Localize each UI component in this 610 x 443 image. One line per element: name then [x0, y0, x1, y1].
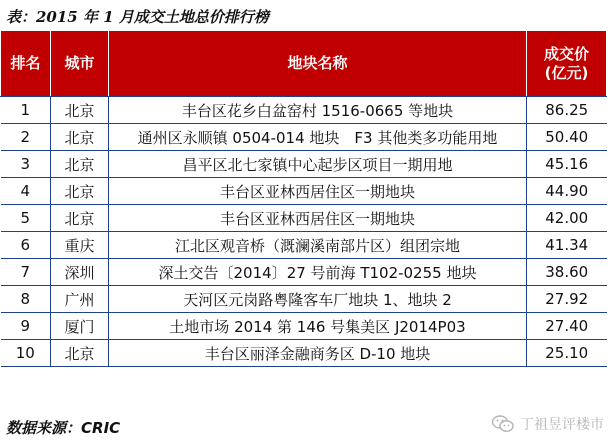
- table-header-row: [1, 31, 607, 97]
- rank-cell: 10: [1, 340, 51, 367]
- price-cell: 27.40: [527, 313, 607, 340]
- city-cell: 北京: [51, 205, 109, 232]
- table-row: [1, 259, 607, 286]
- city-cell: 北京: [51, 340, 109, 367]
- rank-cell: 2: [1, 124, 51, 151]
- parcel-name-cell: 丰台区花乡白盆窑村 1516-0665 等地块: [109, 97, 527, 124]
- price-cell: 86.25: [527, 97, 607, 124]
- rank-cell: 4: [1, 178, 51, 205]
- city-cell: 深圳: [51, 259, 109, 286]
- price-cell: 44.90: [527, 178, 607, 205]
- price-cell: 42.00: [527, 205, 607, 232]
- city-cell: 北京: [51, 178, 109, 205]
- city-cell: 厦门: [51, 313, 109, 340]
- rank-cell: 1: [1, 97, 51, 124]
- price-cell: 27.92: [527, 286, 607, 313]
- rank-cell: 9: [1, 313, 51, 340]
- table-row: [1, 340, 607, 367]
- price-cell: 41.34: [527, 232, 607, 259]
- rank-cell: 3: [1, 151, 51, 178]
- table-row: [1, 97, 607, 124]
- source-value: CRIC: [81, 419, 121, 437]
- land-price-ranking-table: [0, 30, 607, 367]
- parcel-name-cell: 天河区元岗路粤隆客车厂地块 1、地块 2: [109, 286, 527, 313]
- header-price-label: 成交价: [543, 44, 589, 63]
- table-row: [1, 286, 607, 313]
- parcel-name-cell: 丰台区丽泽金融商务区 D-10 地块: [109, 340, 527, 367]
- table-row: [1, 313, 607, 340]
- parcel-name-cell: 通州区永顺镇 0504-014 地块 F3 其他类多功能用地: [109, 124, 527, 151]
- city-cell: 北京: [51, 151, 109, 178]
- table-caption: 表：2015 年 1 月成交土地总价排行榜: [6, 8, 269, 26]
- table-row: [1, 232, 607, 259]
- header-price-unit: (亿元): [544, 63, 589, 82]
- watermark: [492, 413, 604, 435]
- parcel-name-cell: 深土交告〔2014〕27 号前海 T102-0255 地块: [109, 259, 527, 286]
- city-cell: 北京: [51, 97, 109, 124]
- watermark-text: 丁祖昱评楼市: [520, 417, 604, 433]
- header-price: [527, 31, 607, 97]
- parcel-name-cell: 丰台区亚林西居住区一期地块: [109, 205, 527, 232]
- table-row: [1, 205, 607, 232]
- source-label: 数据来源：: [6, 419, 82, 437]
- price-cell: 25.10: [527, 340, 607, 367]
- header-rank: 排名: [1, 31, 51, 97]
- price-cell: 50.40: [527, 124, 607, 151]
- parcel-name-cell: 昌平区北七家镇中心起步区项目一期用地: [109, 151, 527, 178]
- city-cell: 重庆: [51, 232, 109, 259]
- table-row: [1, 124, 607, 151]
- data-source-note: [6, 416, 120, 440]
- parcel-name-cell: 土地市场 2014 第 146 号集美区 J2014P03: [109, 313, 527, 340]
- price-cell: 38.60: [527, 259, 607, 286]
- parcel-name-cell: 江北区观音桥（溉澜溪南部片区）组团宗地: [109, 232, 527, 259]
- rank-cell: 5: [1, 205, 51, 232]
- header-city: 城市: [51, 31, 109, 97]
- price-cell: 45.16: [527, 151, 607, 178]
- rank-cell: 7: [1, 259, 51, 286]
- city-cell: 广州: [51, 286, 109, 313]
- header-parcel-name: 地块名称: [109, 31, 527, 97]
- rank-cell: 8: [1, 286, 51, 313]
- wechat-icon: [492, 415, 514, 433]
- rank-cell: 6: [1, 232, 51, 259]
- table-row: [1, 151, 607, 178]
- parcel-name-cell: 丰台区亚林西居住区一期地块: [109, 178, 527, 205]
- table-row: [1, 178, 607, 205]
- city-cell: 北京: [51, 124, 109, 151]
